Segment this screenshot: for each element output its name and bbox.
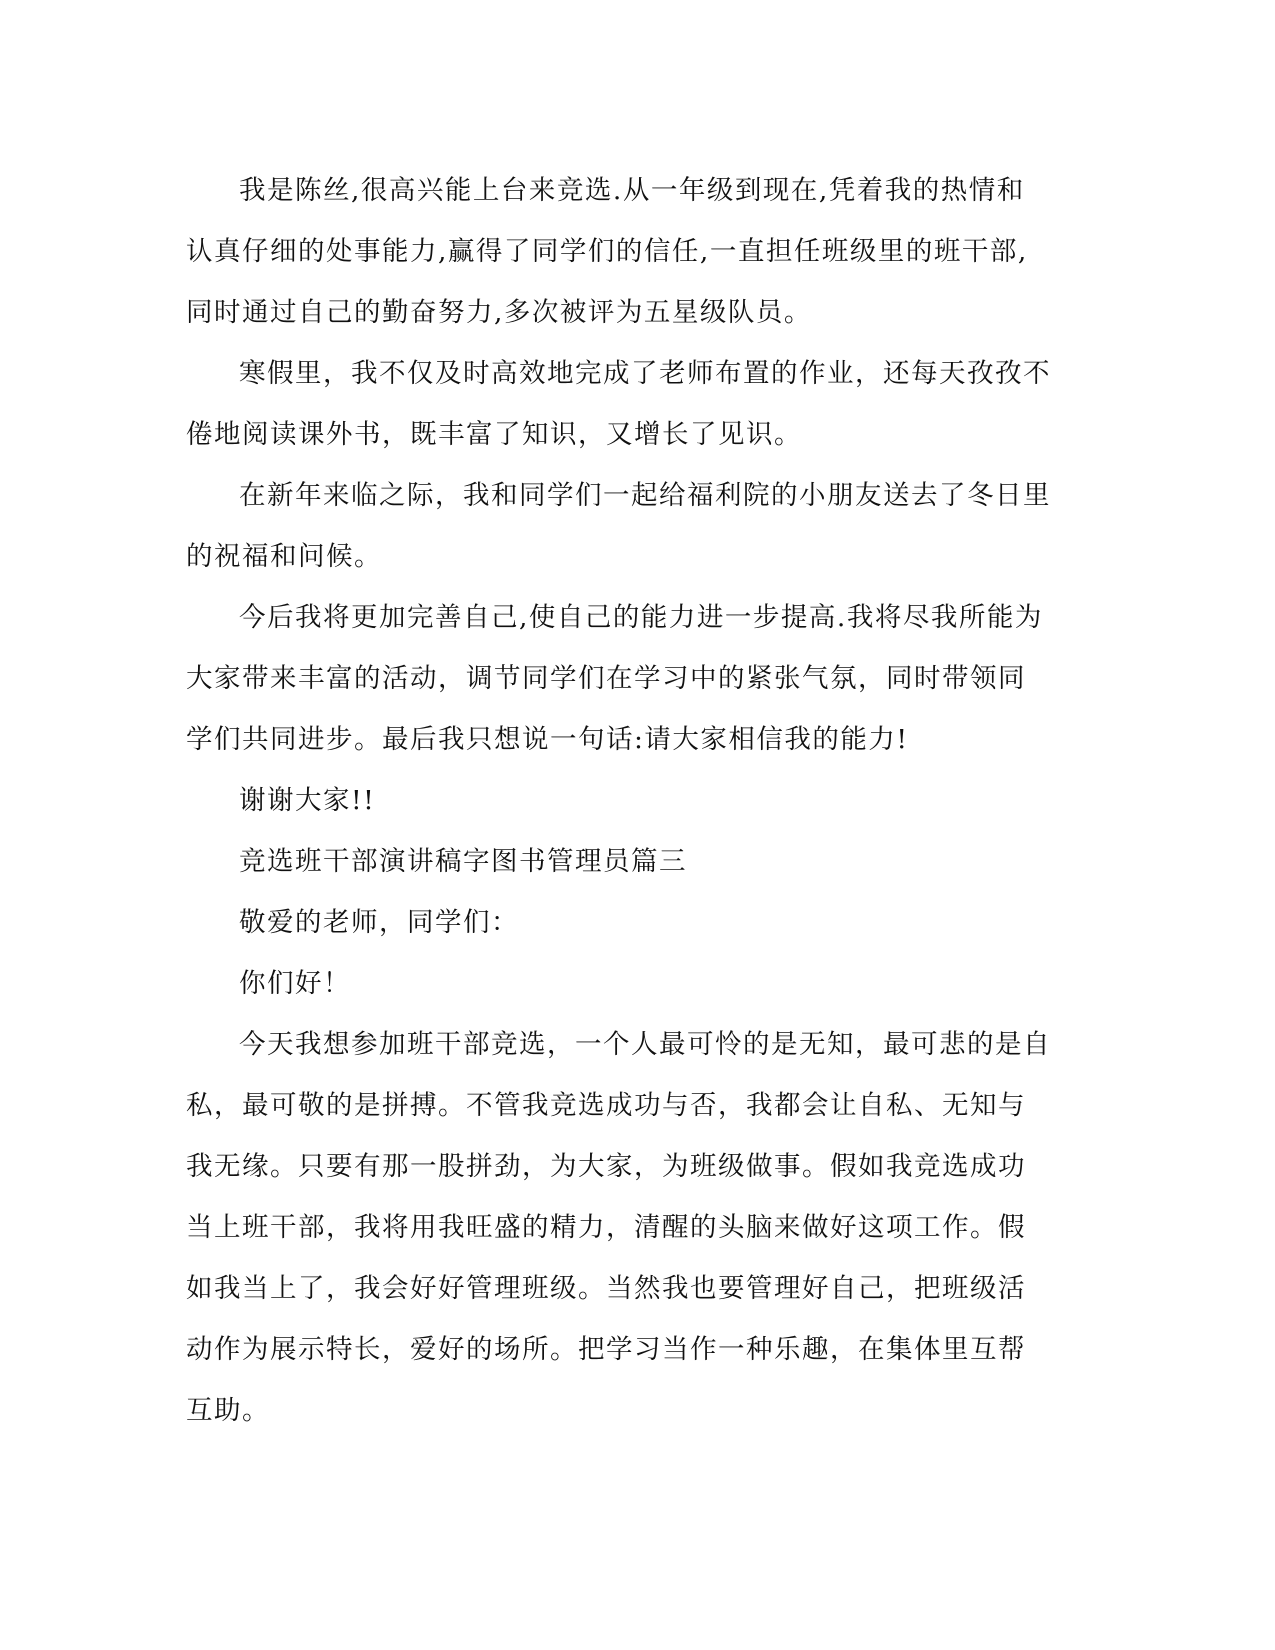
salutation: 敬爱的老师，同学们： [239,907,519,938]
paragraph-3: 在新年来临之际，我和同学们一起给福利院的小朋友送去了冬日里的祝福和问候。 [186,480,1051,572]
document-body [186,160,1052,1441]
paragraph-9: 今天我想参加班干部竞选，一个人最可怜的是无知，最可悲的是自私，最可敬的是拼搏。不管我竞选成功与否，我都会让自私、无知与我无缘。只要有那一股拼劲，为大家，为班级做事。假如我竞选成功当上班干部，我将用我旺盛的精力，清醒的头脑来做好这项工作。假如我当上了，我会好好管理班级。当然我也要管理好自己，把班级活动作为展示特长，爱好的场所。把学习当作一种乐趣，在集体里互帮互助。 [186,1029,1051,1426]
paragraph-2: 寒假里，我不仅及时高效地完成了老师布置的作业，还每天孜孜不倦地阅读课外书，既丰富了知识，又增长了见识。 [186,358,1051,450]
section-title: 竞选班干部演讲稿字图书管理员篇三 [239,846,687,877]
thanks-line: 谢谢大家!! [239,785,376,816]
greeting: 你们好！ [239,968,351,999]
paragraph-1: 我是陈丝,很高兴能上台来竞选.从一年级到现在,凭着我的热情和认真仔细的处事能力,赢得了同学们的信任,一直担任班级里的班干部,同时通过自己的勤奋努力,多次被评为五星级队员。 [186,175,1028,328]
paragraph-4: 今后我将更加完善自己,使自己的能力进一步提高.我将尽我所能为大家带来丰富的活动，调节同学们在学习中的紧张气氛，同时带领同学们共同进步。最后我只想说一句话:请大家相信我的能力! [186,602,1043,755]
